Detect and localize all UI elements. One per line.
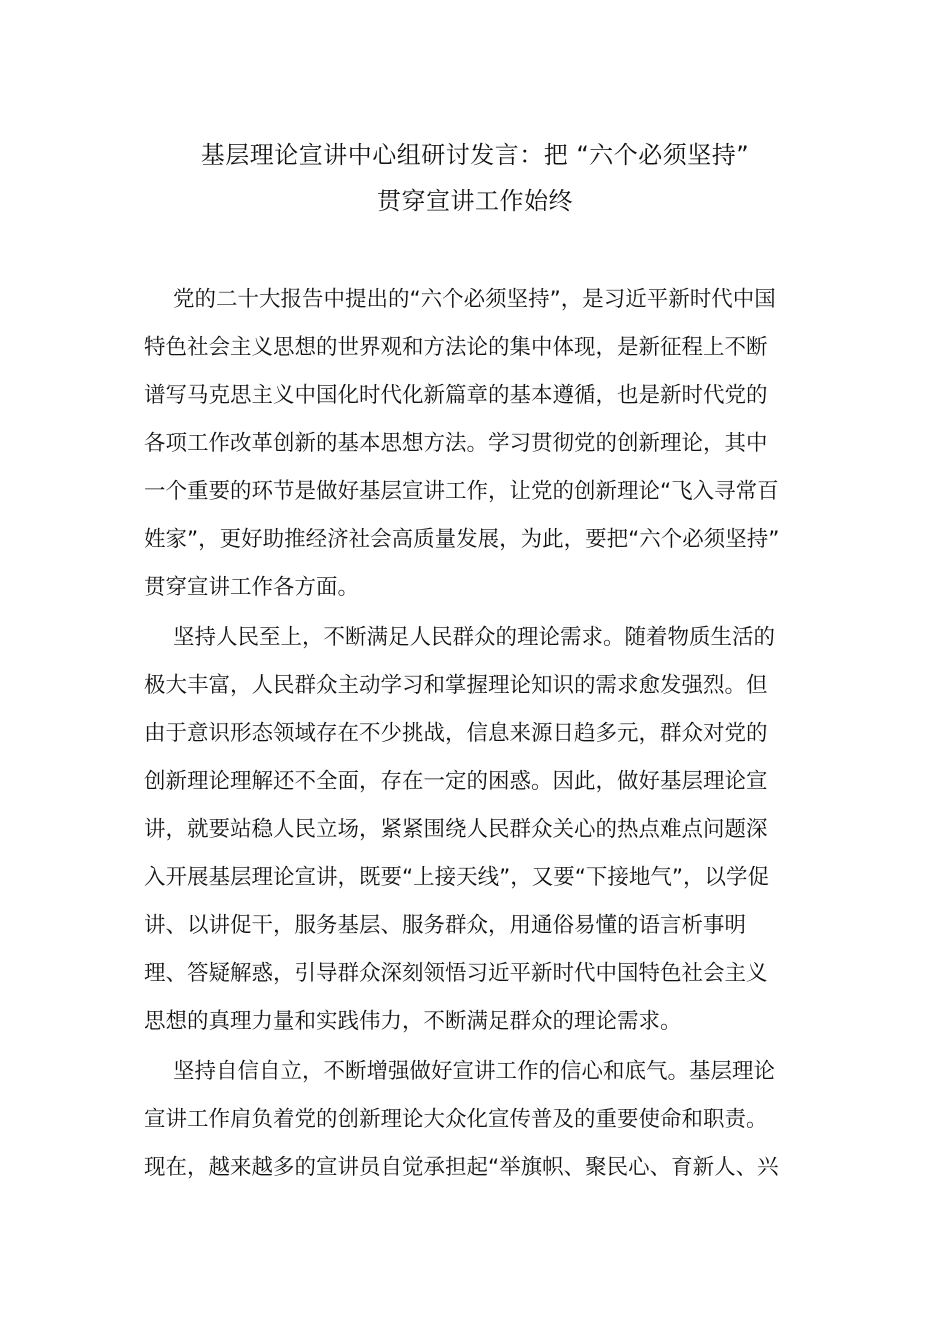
paragraph-line: 坚持人民至上，不断满足人民群众的理论需求。随着物质生活的 [173,625,776,650]
document-title [0,132,950,224]
paragraph-line: 各项工作改革创新的基本思想方法。学习贯彻党的创新理论，其中 [144,431,768,456]
paragraph-line: 姓家”，更好助推经济社会高质量发展，为此，要把“六个必须坚持” [144,527,780,552]
paragraph-line: 宣讲工作肩负着党的创新理论大众化宣传普及的重要使命和职责。 [144,1107,768,1132]
paragraph-line: 理、答疑解惑，引导群众深刻领悟习近平新时代中国特色社会主义 [144,961,768,986]
paragraph-line: 一个重要的环节是做好基层宣讲工作，让党的创新理论“飞入寻常百 [144,479,779,504]
paragraph-1 [144,276,808,612]
paragraph-3 [144,1048,808,1192]
paragraph-2 [144,614,808,1046]
title-line-1: 基层理论宣讲中心组研讨发言：把 “六个必须坚持” [200,141,750,169]
paragraph-line: 谱写马克思主义中国化时代化新篇章的基本遵循，也是新时代党的 [144,383,768,408]
paragraph-line: 坚持自信自立，不断增强做好宣讲工作的信心和底气。基层理论 [173,1059,776,1084]
paragraph-line: 思想的真理力量和实践伟力，不断满足群众的理论需求。 [144,1009,682,1034]
paragraph-line: 入开展基层理论宣讲，既要“上接天线”，又要“下接地气”，以学促 [144,865,770,890]
document-body [144,276,808,1192]
paragraph-line: 极大丰富，人民群众主动学习和掌握理论知识的需求愈发强烈。但 [144,673,768,698]
title-line-2: 贯穿宣讲工作始终 [377,187,573,215]
paragraph-line: 现在，越来越多的宣讲员自觉承担起“举旗帜、聚民心、育新人、兴 [144,1155,779,1180]
paragraph-line: 创新理论理解还不全面，存在一定的困惑。因此，做好基层理论宣 [144,769,768,794]
paragraph-line: 贯穿宣讲工作各方面。 [144,575,360,600]
paragraph-line: 讲、以讲促干，服务基层、服务群众，用通俗易懂的语言析事明 [144,913,747,938]
paragraph-line: 讲，就要站稳人民立场，紧紧围绕人民群众关心的热点难点问题深 [144,817,768,842]
paragraph-line: 由于意识形态领域存在不少挑战，信息来源日趋多元，群众对党的 [144,721,768,746]
paragraph-line: 党的二十大报告中提出的“六个必须坚持”，是习近平新时代中国 [173,287,776,312]
paragraph-line: 特色社会主义思想的世界观和方法论的集中体现，是新征程上不断 [144,335,768,360]
